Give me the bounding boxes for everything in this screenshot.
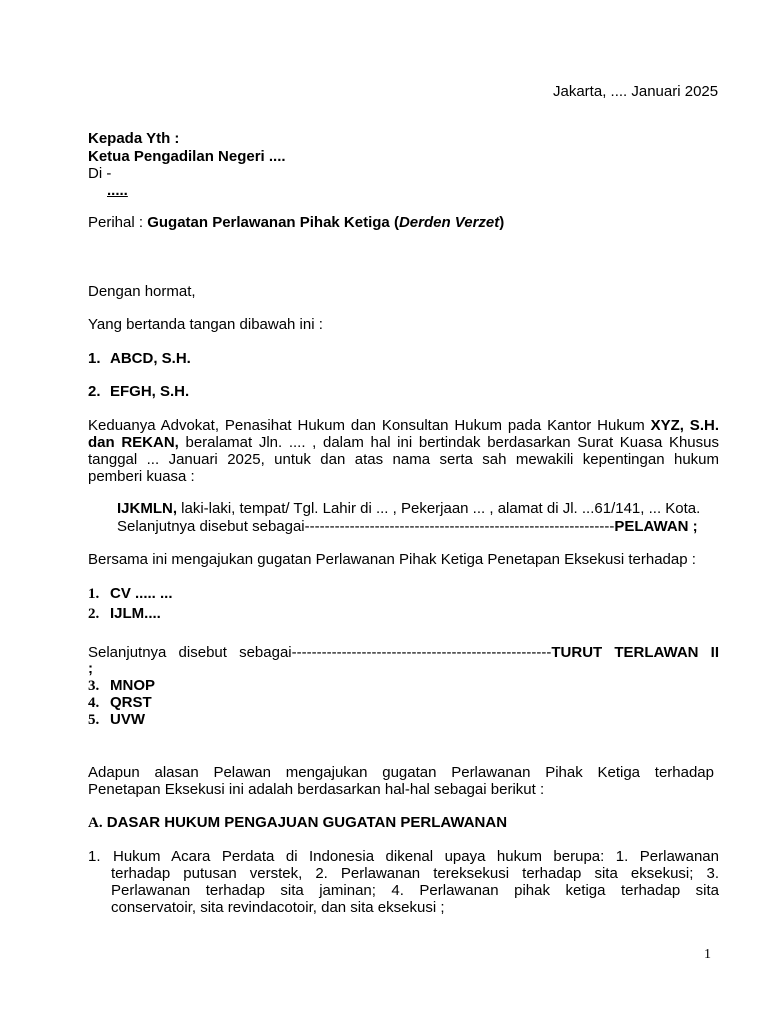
defendant-item xyxy=(88,677,155,695)
defendant-name: UVW xyxy=(110,711,145,728)
subject-label: Perihal : xyxy=(88,214,148,231)
advocate-text: beralamat Jln. .... , dalam hal ini bertindak berdasarkan Surat Kuasa Khusus xyxy=(178,434,719,451)
turut-terlawan-trailing: ; xyxy=(88,660,93,677)
section-a-heading xyxy=(88,814,507,832)
signatory-number: 2. xyxy=(88,383,101,400)
recipient-di-label: Di - xyxy=(88,165,112,182)
recipient-location: ..... xyxy=(107,182,128,199)
signatory-item xyxy=(88,383,189,401)
recipient-name: Ketua Pengadilan Negeri .... xyxy=(88,148,286,165)
principal-name: IJKMLN, xyxy=(117,500,177,517)
signatory-name: ABCD, S.H. xyxy=(110,350,191,367)
principal-designation-line xyxy=(117,518,698,536)
subject-title-italic: Derden Verzet xyxy=(398,214,500,231)
defendant-name: IJLM.... xyxy=(110,605,161,622)
reason-line-2: Penetapan Eksekusi ini adalah berdasarkan hal-hal sebagai berikut : xyxy=(88,781,545,798)
point-line-4: conservatoir, sita revindacotoir, dan sita eksekusi ; xyxy=(111,899,445,916)
defendant-name: QRST xyxy=(110,694,152,711)
subject-line xyxy=(88,214,504,232)
defendant-item xyxy=(88,585,173,603)
advocate-line-3: tanggal ... Januari 2025, untuk dan atas nama serta sah mewakili kepentingan hukum xyxy=(88,451,719,468)
principal-details: laki-laki, tempat/ Tgl. Lahir di ... , Pekerjaan ... , alamat di Jl. ...61/141, ... Kota. xyxy=(177,500,701,517)
intro-line: Yang bertanda tangan dibawah ini : xyxy=(88,316,323,333)
advocate-line-1 xyxy=(88,417,719,435)
advocate-line-4: pemberi kuasa : xyxy=(88,468,195,485)
defendant-item xyxy=(88,694,152,712)
defendant-name: MNOP xyxy=(110,677,155,694)
defendant-number: 2. xyxy=(88,606,100,622)
point-line-1: Hukum Acara Perdata di Indonesia dikenal upaya hukum berupa: 1. Perlawanan xyxy=(113,848,719,865)
designation-leader: Selanjutnya disebut sebagai---------------------------------------------------- xyxy=(88,644,552,661)
defendant-number: 3. xyxy=(88,678,100,694)
page-number: 1 xyxy=(704,947,711,962)
advocate-text: Keduanya Advokat, Penasihat Hukum dan Konsultan Hukum pada Kantor Hukum xyxy=(88,417,651,434)
point-line-2: terhadap putusan verstek, 2. Perlawanan tereksekusi terhadap sita eksekusi; 3. xyxy=(111,865,719,882)
subject-title-close: ) xyxy=(499,214,505,231)
law-firm-name-cont: dan REKAN, xyxy=(88,434,179,451)
defendant-number: 4. xyxy=(88,695,100,711)
law-firm-name: XYZ, S.H. xyxy=(650,417,719,434)
turut-terlawan-line xyxy=(88,644,719,662)
principal-line xyxy=(117,500,700,518)
point-number: 1. xyxy=(88,848,101,865)
advocate-line-2 xyxy=(88,434,719,452)
filing-statement: Bersama ini mengajukan gugatan Perlawanan Pihak Ketiga Penetapan Eksekusi terhadap : xyxy=(88,551,696,568)
defendant-item xyxy=(88,605,161,623)
recipient-salutation: Kepada Yth : xyxy=(88,130,180,147)
reason-line-1: Adapun alasan Pelawan mengajukan gugatan Perlawanan Pihak Ketiga terhadap xyxy=(88,764,714,781)
section-number: A. xyxy=(88,815,103,831)
defendant-number: 5. xyxy=(88,712,100,728)
defendant-name: CV ..... ... xyxy=(110,585,173,602)
greeting: Dengan hormat, xyxy=(88,283,196,300)
signatory-number: 1. xyxy=(88,350,101,367)
defendant-item xyxy=(88,711,145,729)
designation-leader: Selanjutnya disebut sebagai-------------------------------------------------------------- xyxy=(117,518,615,535)
place-date: Jakarta, .... Januari 2025 xyxy=(553,83,719,100)
signatory-item xyxy=(88,350,191,368)
designation-pelawan: PELAWAN ; xyxy=(614,518,698,535)
defendant-number: 1. xyxy=(88,586,100,602)
point-line-3: Perlawanan terhadap sita jaminan; 4. Perlawanan pihak ketiga terhadap sita xyxy=(111,882,719,899)
subject-title: Gugatan Perlawanan Pihak Ketiga ( xyxy=(147,214,399,231)
signatory-name: EFGH, S.H. xyxy=(110,383,190,400)
section-title: DASAR HUKUM PENGAJUAN GUGATAN PERLAWANAN xyxy=(106,814,508,831)
designation-turut-terlawan: TURUT TERLAWAN II xyxy=(551,644,720,661)
